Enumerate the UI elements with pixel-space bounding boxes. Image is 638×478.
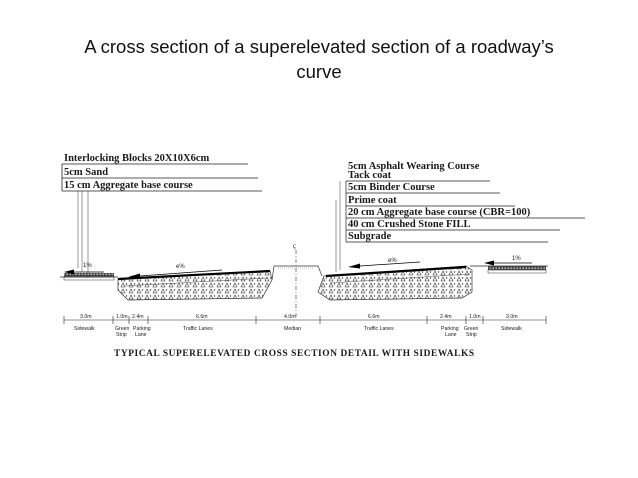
right-layer-label-3: 5cm Binder Course [348,182,435,193]
slide-title-line-1: A cross section of a superelevated section of a roadway’s [84,36,554,57]
zone-sidewalk-right: Sidewalk [501,326,522,332]
left-layer-callout [62,153,262,278]
zone-labels [74,326,522,338]
right-layer-callout [336,161,585,272]
left-layer-label-1: Interlocking Blocks 20X10X6cm [64,153,210,164]
width-sidewalk-left: 3.0m [80,314,92,320]
centerline-symbol: ç [293,242,297,250]
right-layer-label-1: 5cm Asphalt Wearing Course [348,161,480,172]
right-sidewalk [488,266,546,273]
width-sidewalk-right: 3.0m [506,314,518,320]
slope-label-left-sidewalk: 1% [83,263,92,269]
left-layer-label-2: 5cm Sand [64,167,109,178]
slope-label-right-sidewalk: 1% [512,256,521,262]
zone-green-left-2: Strip [116,332,127,338]
right-layer-label-5: 20 cm Aggregate base course (CBR=100) [348,207,531,218]
centerline [293,242,296,318]
width-parking-left: 2.4m [132,314,144,320]
zone-traffic-left: Traffic Lanes [183,326,213,332]
zone-parking-right-2: Lane [445,332,457,338]
right-layer-label-4: Prime coat [348,195,397,206]
right-layer-label-7: Subgrade [348,231,392,242]
left-sidewalk [64,273,114,280]
zone-parking-left-2: Lane [135,332,147,338]
right-layer-label-6: 40 cm Crushed Stone FILL [348,219,471,230]
left-layer-label-3: 15 cm Aggregate base course [64,180,193,191]
width-median: 4.0m [284,314,296,320]
slope-label-left-road: e% [176,264,185,270]
zone-traffic-right: Traffic Lanes [364,326,394,332]
zone-median: Median [284,326,302,332]
width-traffic-right: 6.6m [368,314,380,320]
zone-green-right-1: Green [464,326,479,332]
width-parking-right: 2.4m [440,314,452,320]
zone-sidewalk-left: Sidewalk [74,326,95,332]
zone-parking-left-1: Parking [133,326,151,332]
zone-green-right-2: Strip [466,332,477,338]
right-layer-label-2: Tack coat [348,170,392,181]
right-carriageway [318,266,472,300]
width-green-left: 1.0m [116,314,128,320]
width-traffic-left: 6.6m [196,314,208,320]
median [272,266,322,280]
slope-label-right-road: e% [388,258,397,264]
zone-green-left-1: Green [115,326,130,332]
width-green-right: 1.0m [469,314,481,320]
dimension-line [64,314,546,324]
zone-parking-right-1: Parking [441,326,459,332]
left-carriageway [118,271,272,300]
drawing-caption: TYPICAL SUPERELEVATED CROSS SECTION DETAIL WITH SIDEWALKS [114,349,475,359]
slide-title-line-2: curve [296,61,342,82]
